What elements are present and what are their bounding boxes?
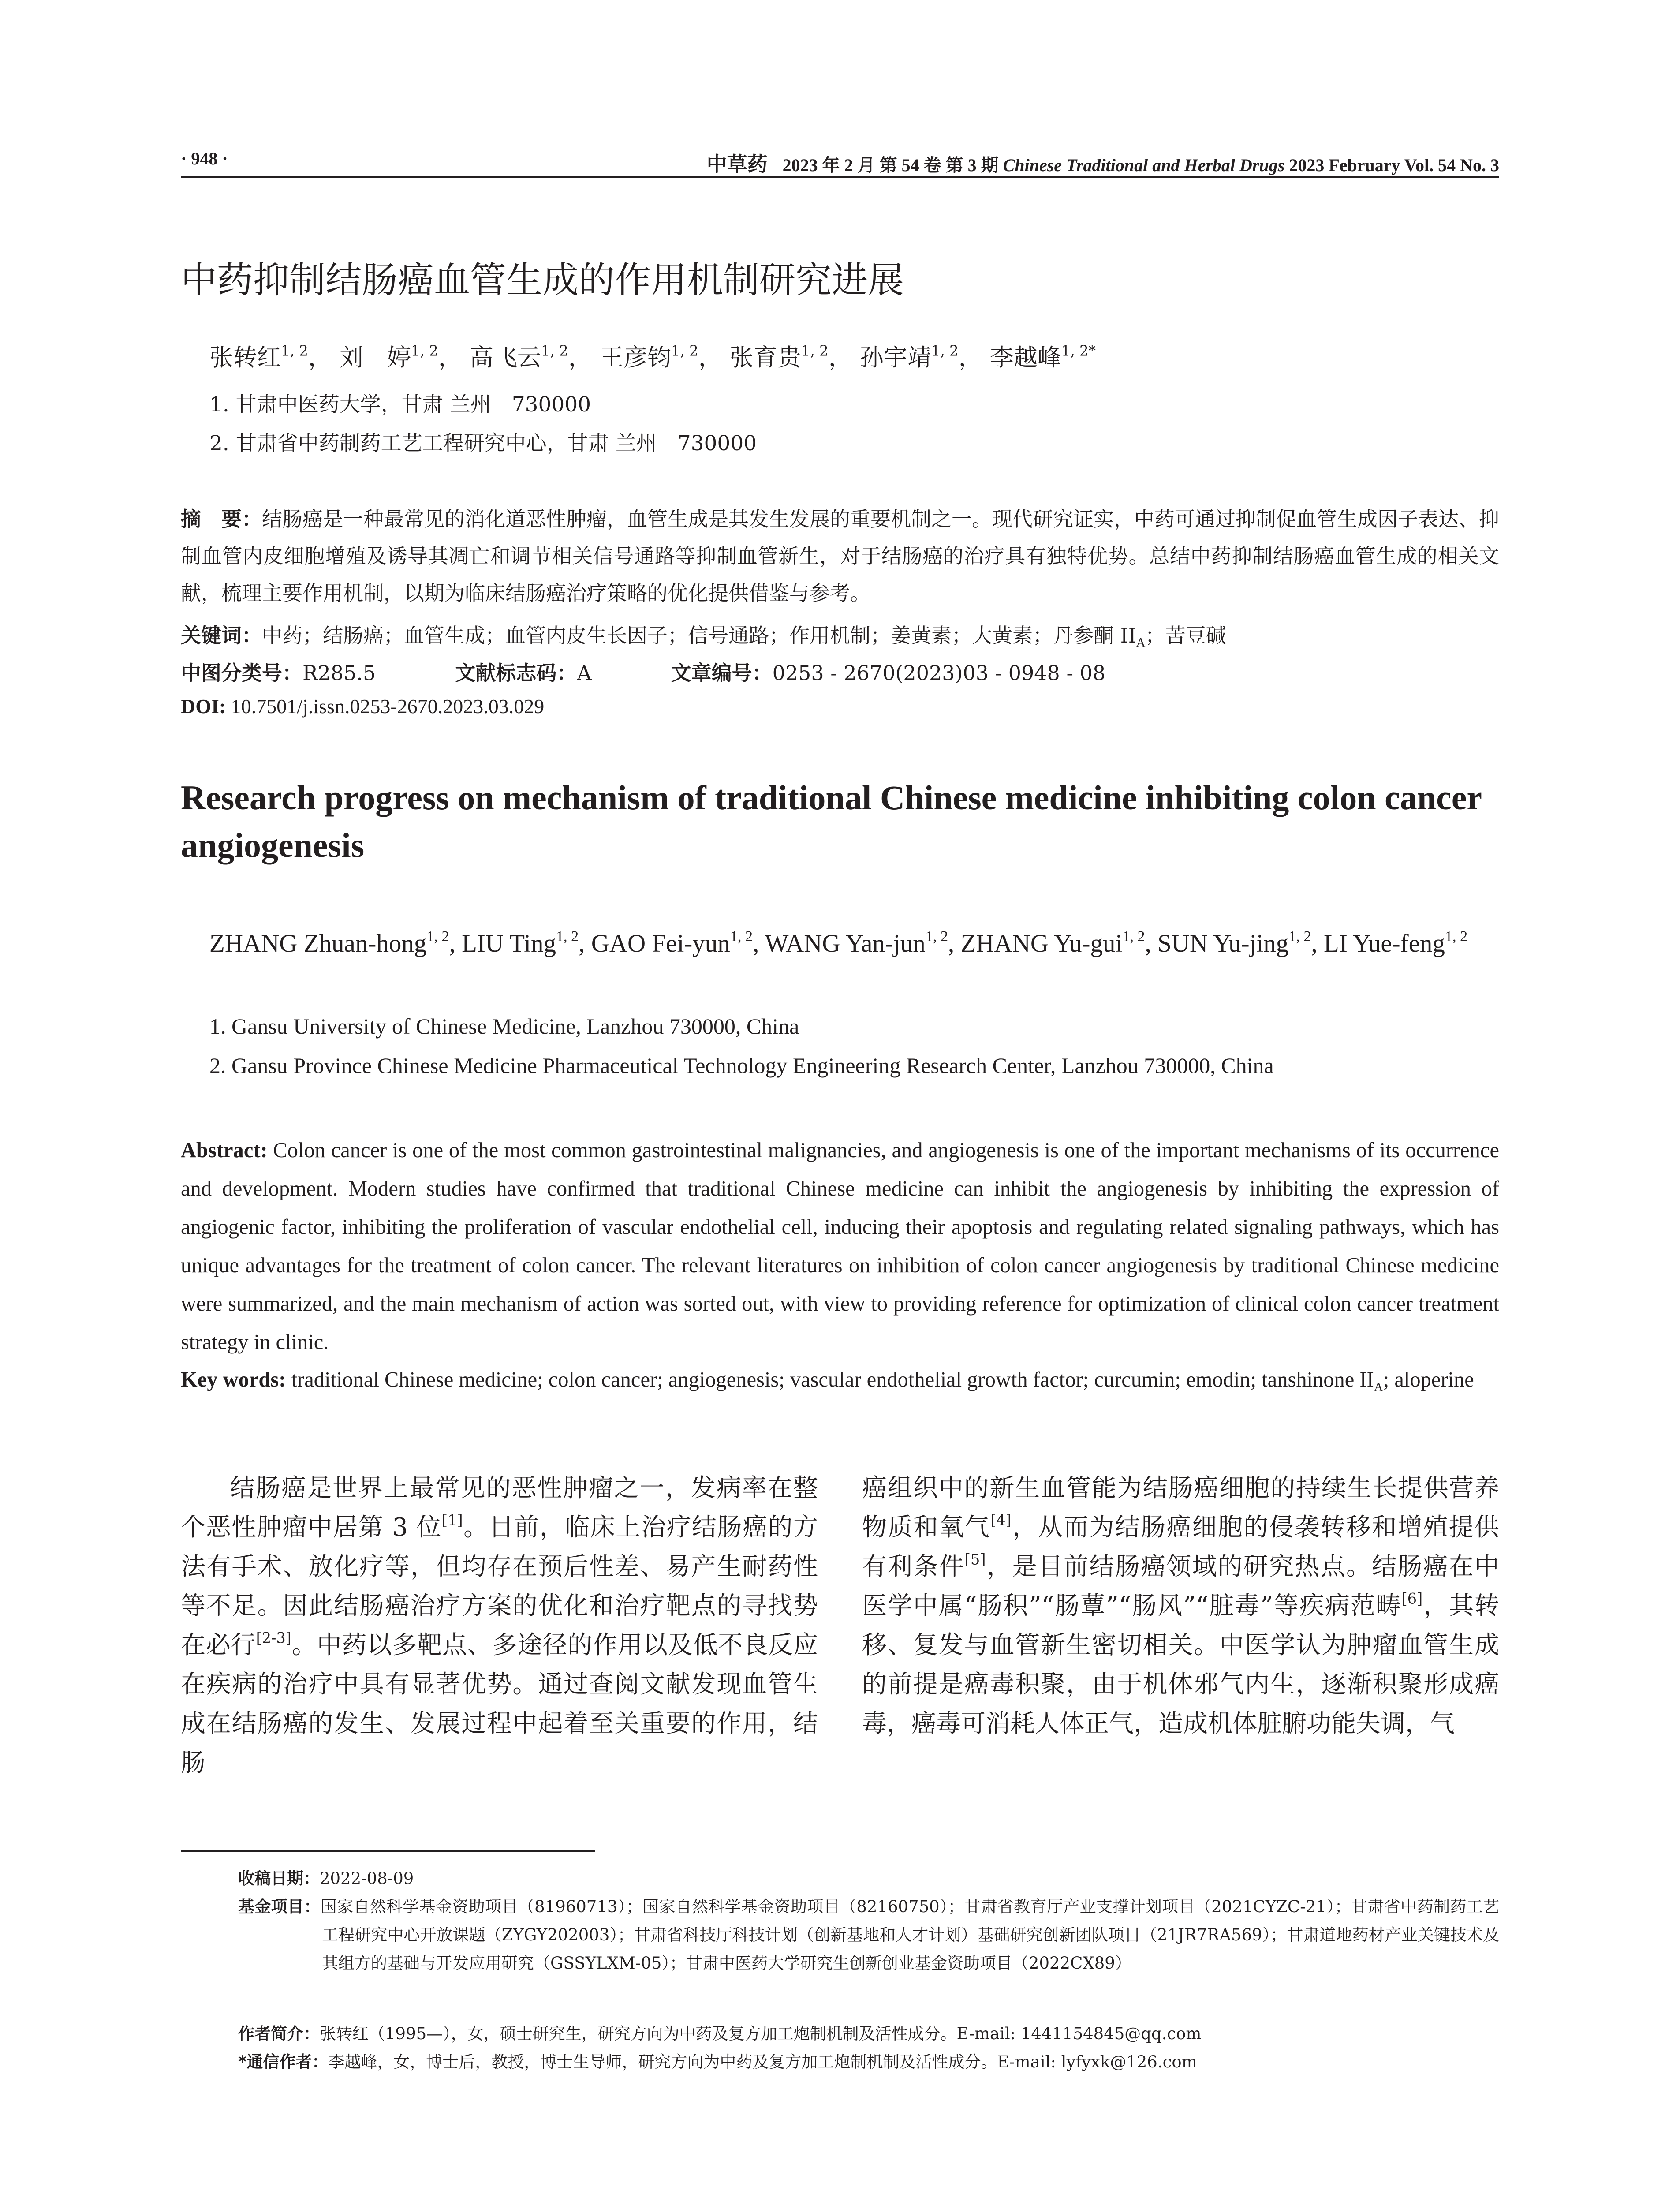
clc-value: R285.5	[302, 661, 376, 685]
page-number: · 948 ·	[181, 149, 228, 168]
running-header	[181, 140, 1499, 176]
authors-en	[209, 923, 1499, 964]
author-en: LI Yue-feng$^{1, 2}$	[1324, 928, 1468, 957]
keywords-zh: 关键词：中药；结肠癌；血管生成；血管内皮生长因子；信号通路；作用机制；姜黄素；大黄素；丹参酮 $II_A$；苦豆碱	[181, 624, 1226, 650]
classification-line	[181, 657, 1105, 686]
author-en: GAO Fei-yun$^{1, 2}$,	[591, 928, 765, 957]
journal-issue-line	[707, 148, 1499, 177]
keywords-zh-label: 关键词：	[181, 624, 262, 647]
doc-code-label: 文献标志码：	[455, 661, 577, 685]
affiliation-zh-2: 2. 甘肃省中药制药工艺工程研究中心，甘肃 兰州 730000	[209, 431, 757, 456]
abstract-zh	[181, 501, 1499, 612]
author-zh: 刘 婷$^{1, 2}$	[339, 342, 438, 371]
author-zh: 张育贵$^{1, 2}$	[729, 342, 829, 371]
title-en: Research progress on mechanism of traditional Chinese medicine inhibiting colon cancer angiogenesis	[181, 778, 1482, 864]
footnote-received: 收稿日期：2022-08-09	[238, 1869, 414, 1888]
keywords-en-label: Key words:	[181, 1368, 286, 1391]
citation[interactable]: [4]	[990, 1511, 1012, 1529]
author-en: ZHANG Zhuan-hong$^{1, 2}$,	[209, 928, 462, 957]
clc-label: 中图分类号：	[181, 661, 302, 685]
article-no-value: 0253 - 2670(2023)03 - 0948 - 08	[772, 661, 1106, 685]
footnote-author: 作者简介：张转红（1995—），女，硕士研究生，研究方向为中药及复方加工炮制机制及活性成分。E-mail: 1441154845@qq.com	[238, 2024, 1202, 2043]
doi-label: DOI:	[181, 695, 226, 718]
doc-code-value: A	[577, 661, 592, 685]
keywords-en-text: traditional Chinese medicine; colon cancer; angiogenesis; vascular endothelial growth factor; curcumin; emodin; tanshinone II	[286, 1368, 1374, 1391]
body-column-right: 癌组织中的新生血管能为结肠癌细胞的持续生长提供营养物质和氧气[4]，从而为结肠癌细胞的侵袭转移和增殖提供有利条件[5]，是目前结肠癌领域的研究热点。结肠癌在中医学中属“肠积”“肠蕈”“肠风”“脏毒”等疾病范畴[6]，其转移、复发与血管新生密切相关。中医学认为肿瘤血管生成的前提是癌毒积聚，由于机体邪气内生，逐渐积聚形成癌毒，癌毒可消耗人体正气，造成机体脏腑功能失调，气	[862, 1474, 1500, 1738]
author-zh: 王彦钧$^{1, 2}$	[599, 342, 698, 371]
issue-en-date: 2023 February Vol. 54 No. 3	[1289, 155, 1499, 175]
affiliation-en-2: 2. Gansu Province Chinese Medicine Pharmaceutical Technology Engineering Research Center, Lanzhou 730000, China	[209, 1053, 1274, 1078]
title-zh: 中药抑制结肠癌血管生成的作用机制研究进展	[181, 259, 904, 301]
body-column-left: 结肠癌是世界上最常见的恶性肿瘤之一，发病率在整个恶性肿瘤中居第 3 位[1]。目前，临床上治疗结肠癌的方法有手术、放化疗等，但均存在预后性差、易产生耐药性等不足。因此结肠癌治疗方案的优化和治疗靶点的寻找势在必行[2-3]。中药以多靶点、多途径的作用以及低不良反应在疾病的治疗中具有显著优势。通过查阅文献发现血管生成在结肠癌的发生、发展过程中起着至关重要的作用，结肠	[181, 1474, 818, 1777]
doi-line	[181, 695, 544, 718]
keywords-zh-text: 中药；结肠癌；血管生成；血管内皮生长因子；信号通路；作用机制；姜黄素；大黄素；丹参酮 II	[262, 624, 1136, 647]
author-en: WANG Yan-jun$^{1, 2}$,	[765, 928, 961, 957]
footnote-fund: 基金项目：国家自然科学基金资助项目（81960713）；国家自然科学基金资助项目（82160750）；甘肃省教育厅产业支撑计划项目（2021CYZC-21）；甘肃省中药制药工艺工程研究中心开放课题（ZYGY202003）；甘肃省科技厅科技计划（创新基地和人才计划）基础研究创新团队项目（21JR7RA569）；甘肃道地药材产业关键技术及其组方的基础与开发应用研究（GSSYLXM-05）；甘肃中医药大学研究生创新创业基金资助项目（2022CX89）	[238, 1897, 1499, 1973]
abstract-en-label: Abstract:	[181, 1139, 268, 1162]
issue-en: Chinese Traditional and Herbal Drugs	[1003, 155, 1285, 175]
journal-logo: 中草药	[706, 152, 768, 176]
abstract-en	[181, 1131, 1499, 1361]
author-zh: 孙宇靖$^{1, 2}$	[859, 342, 959, 371]
affiliation-zh-1: 1. 甘肃中医药大学，甘肃 兰州 730000	[209, 392, 591, 417]
author-en: SUN Yu-jing$^{1, 2}$,	[1157, 928, 1324, 957]
footnote-rule	[181, 1850, 595, 1852]
citation[interactable]: [5]	[964, 1551, 986, 1568]
author-zh: 高飞云$^{1, 2}$	[469, 342, 568, 371]
abstract-en-text: Colon cancer is one of the most common gastrointestinal malignancies, and angiogenesis is one of the important mechanisms of its occurrence and development. Modern studies have confirmed that traditional Chinese medicine can inhibit the angiogenesis by inhibiting the expression of angiogenic factor, inhibiting the proliferation of vascular endothelial cell, inducing their apoptosis and regulating related signaling pathways, which has unique advantages for the treatment of colon cancer. The relevant literatures on inhibition of colon cancer angiogenesis by traditional Chinese medicine were summarized, and the main mechanism of action was sorted out, with view to providing reference for optimization of clinical colon cancer treatment strategy in clinic.	[181, 1139, 1499, 1354]
author-en: ZHANG Yu-gui$^{1, 2}$,	[960, 928, 1158, 957]
abstract-zh-text: 结肠癌是一种最常见的消化道恶性肿瘤，血管生成是其发生发展的重要机制之一。现代研究证实，中药可通过抑制促血管生成因子表达、抑制血管内皮细胞增殖及诱导其凋亡和调节相关信号通路等抑制血管新生，对于结肠癌的治疗具有独特优势。总结中药抑制结肠癌血管生成的相关文献，梳理主要作用机制，以期为临床结肠癌治疗策略的优化提供借鉴与参考。	[181, 507, 1499, 605]
footnote-corresponding: *通信作者：李越峰，女，博士后，教授，博士生导师，研究方向为中药及复方加工炮制机制及活性成分。E-mail: lyfyxk@126.com	[238, 2052, 1197, 2071]
keywords-en: Key words: traditional Chinese medicine; colon cancer; angiogenesis; vascular endothelial growth factor; curcumin; emodin; tanshinone $II_A$; aloperine	[181, 1368, 1474, 1394]
affiliation-en-1: 1. Gansu University of Chinese Medicine, Lanzhou 730000, China	[209, 1014, 799, 1039]
abstract-zh-label: 摘 要：	[181, 507, 262, 531]
authors-zh: 张转红$^{1, 2}$， 刘 婷$^{1, 2}$， 高飞云$^{1, 2}$， 王彦钧$^{1, 2}$， 张育贵$^{1, 2}$， 孙宇靖$^{1, 2}$， 李越峰$^{1, 2*}$	[209, 342, 1096, 371]
doi-value[interactable]: 10.7501/j.issn.0253-2670.2023.03.029	[231, 695, 545, 718]
author-en: LIU Ting$^{1, 2}$,	[462, 928, 591, 957]
article-no-label: 文章编号：	[671, 661, 773, 685]
citation[interactable]: [6]	[1401, 1590, 1423, 1607]
issue-zh: 2023 年 2 月 第 54 卷 第 3 期	[782, 155, 999, 175]
citation[interactable]: [2-3]	[256, 1629, 291, 1647]
author-zh: 张转红$^{1, 2}$	[209, 342, 308, 371]
citation[interactable]: [1]	[442, 1511, 463, 1529]
header-rule	[181, 176, 1499, 178]
author-zh: 李越峰$^{1, 2*}$	[989, 342, 1096, 371]
